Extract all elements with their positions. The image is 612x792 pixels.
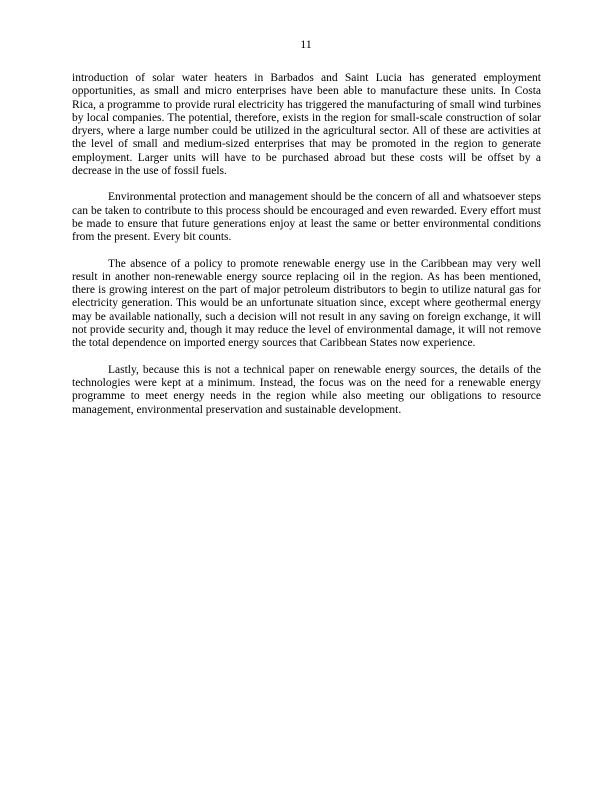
paragraph-conclusion: Lastly, because this is not a technical paper on renewable energy sources, the details of the technologies were kept at a minimum. Instead, the focus was on the need for a renewable energy programme to meet energy needs in the region while also meeting our obligations to resource management, environmental preservation and sustainable development.	[72, 363, 541, 416]
body-text	[72, 72, 541, 430]
page-number: 11	[300, 37, 312, 51]
paragraph-continuation: introduction of solar water heaters in Barbados and Saint Lucia has generated employment opportunities, as small and micro enterprises have been able to manufacture these units. In Costa Rica, a programme to provide rural electricity has triggered the manufacturing of small wind turbines by local companies. The potential, therefore, exists in the region for small-scale construction of solar dryers, where a large number could be utilized in the agricultural sector. All of these are activities at the level of small and medium-sized enterprises that may be promoted in the region to generate employment. Larger units will have to be purchased abroad but these costs will be offset by a decrease in the use of fossil fuels.	[72, 72, 541, 178]
paragraph-environmental-protection: Environmental protection and management should be the concern of all and whatsoever steps can be taken to contribute to this process should be encouraged and even rewarded. Every effort must be made to ensure that future generations enjoy at least the same or better environmental conditions from the present. Every bit counts.	[72, 191, 541, 244]
paragraph-policy-absence: The absence of a policy to promote renewable energy use in the Caribbean may very well result in another non-renewable energy source replacing oil in the region. As has been mentioned, there is growing interest on the part of major petroleum distributors to begin to utilize natural gas for electricity generation. This would be an unfortunate situation since, except where geothermal energy may be available nationally, such a decision will not result in any saving on foreign exchange, it will not provide security and, though it may reduce the level of environmental damage, it will not remove the total dependence on imported energy sources that Caribbean States now experience.	[72, 257, 541, 350]
